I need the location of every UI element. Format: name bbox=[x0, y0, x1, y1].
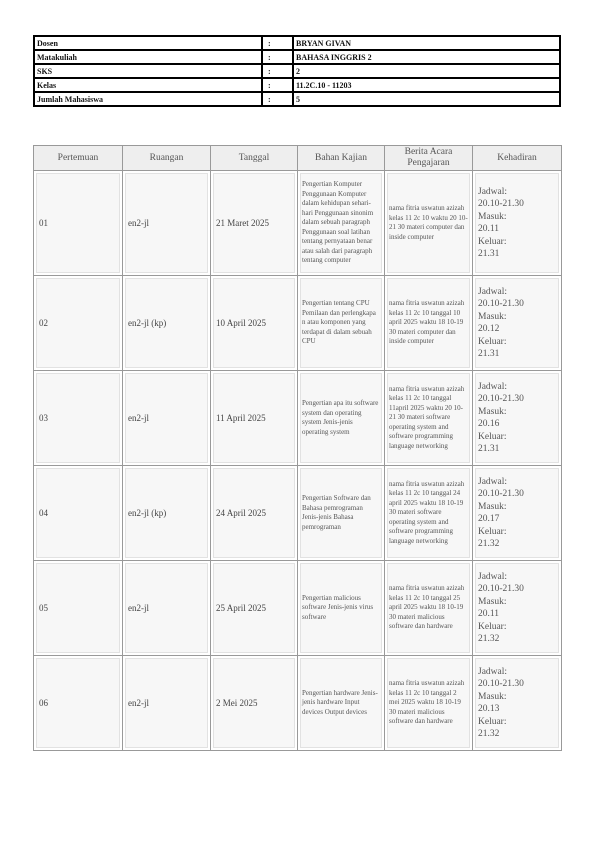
ruangan-text: en2-jl bbox=[128, 603, 149, 613]
bahan-kajian bbox=[300, 468, 382, 558]
ruangan-cell bbox=[123, 371, 211, 466]
ruangan-text: en2-jl bbox=[128, 218, 149, 228]
berita-acara bbox=[387, 563, 470, 653]
kehadiran bbox=[475, 373, 559, 463]
kehadiran-text: Jadwal: bbox=[478, 286, 508, 297]
col-header-bahan-kajian: Bahan Kajian bbox=[298, 146, 385, 171]
kehadiran-text: Masuk: bbox=[478, 211, 507, 222]
ruangan bbox=[125, 173, 208, 273]
kehadiran-text: Masuk: bbox=[478, 691, 507, 702]
ruangan bbox=[125, 563, 208, 653]
tanggal-cell bbox=[211, 561, 298, 656]
bahan-kajian-cell bbox=[298, 276, 385, 371]
kehadiran-cell bbox=[473, 466, 562, 561]
tanggal bbox=[213, 468, 295, 558]
kehadiran-cell bbox=[473, 371, 562, 466]
kehadiran bbox=[475, 278, 559, 368]
bahan-kajian-text: Pengertian hardware Jenis-jenis hardware Input devices Output devices bbox=[302, 688, 378, 716]
kehadiran-text: Masuk: bbox=[478, 596, 507, 607]
info-label: Jumlah Mahasiswa bbox=[34, 92, 262, 106]
berita-acara-text: nama fitria uswatun azizah kelas 11 2c 10 tanggal 24 april 2025 waktu 18 10-19 30 materi software operating system and software programming language networking bbox=[389, 479, 465, 545]
tanggal-text: 21 Maret 2025 bbox=[216, 218, 269, 228]
kehadiran-text: 21.32 bbox=[478, 634, 500, 644]
ruangan-text: en2-jl bbox=[128, 413, 149, 423]
berita-acara-cell bbox=[385, 466, 473, 561]
pertemuan bbox=[36, 278, 120, 368]
tanggal-cell bbox=[211, 371, 298, 466]
tanggal-cell bbox=[211, 656, 298, 751]
kehadiran-text: Masuk: bbox=[478, 311, 507, 322]
kehadiran-text: 20.10-21.30 bbox=[478, 299, 524, 309]
kehadiran-text: 20.13 bbox=[478, 704, 500, 714]
berita-acara-cell bbox=[385, 561, 473, 656]
info-value: BRYAN GIVAN bbox=[293, 36, 560, 50]
info-label: SKS bbox=[34, 64, 262, 78]
info-label: Matakuliah bbox=[34, 50, 262, 64]
pertemuan-cell bbox=[34, 656, 123, 751]
ruangan-text: en2-jl bbox=[128, 698, 149, 708]
info-row bbox=[34, 78, 560, 92]
kehadiran-cell bbox=[473, 171, 562, 276]
table-row bbox=[34, 561, 562, 656]
berita-acara bbox=[387, 658, 470, 748]
pertemuan bbox=[36, 468, 120, 558]
bahan-kajian-cell bbox=[298, 466, 385, 561]
pertemuan-text: 04 bbox=[39, 508, 48, 518]
col-header-kehadiran: Kehadiran bbox=[473, 146, 562, 171]
table-row bbox=[34, 276, 562, 371]
tanggal bbox=[213, 278, 295, 368]
kehadiran-text: Keluar: bbox=[478, 621, 507, 632]
bahan-kajian bbox=[300, 173, 382, 273]
berita-acara bbox=[387, 468, 470, 558]
kehadiran-text: 21.31 bbox=[478, 249, 500, 259]
bahan-kajian-cell bbox=[298, 371, 385, 466]
kehadiran-cell bbox=[473, 276, 562, 371]
tanggal bbox=[213, 373, 295, 463]
pertemuan bbox=[36, 173, 120, 273]
kehadiran-cell bbox=[473, 656, 562, 751]
col-header-tanggal: Tanggal bbox=[211, 146, 298, 171]
ruangan bbox=[125, 468, 208, 558]
bahan-kajian-text: Pengertian Komputer Penggunaan Komputer dalam kehidupan sehari-hari Penggunaan sinonim dalam sebuah paragraph Penggunaan soal latihan tentang pernyataan benar atau salah dari paragraph tentang computer bbox=[302, 180, 374, 265]
ruangan-cell bbox=[123, 561, 211, 656]
kehadiran-text: 21.32 bbox=[478, 539, 500, 549]
info-value: BAHASA INGGRIS 2 bbox=[293, 50, 560, 64]
col-header-pertemuan: Pertemuan bbox=[34, 146, 123, 171]
berita-acara-text: nama fitria uswatun azizah kelas 11 2c 10 waktu 20 10-21 30 materi computer dan inside computer bbox=[389, 204, 468, 241]
tanggal bbox=[213, 658, 295, 748]
kehadiran bbox=[475, 173, 559, 273]
pertemuan-cell bbox=[34, 171, 123, 276]
kehadiran-text: Keluar: bbox=[478, 431, 507, 442]
ruangan-text: en2-jl (kp) bbox=[128, 318, 167, 328]
kehadiran-text: 20.10-21.30 bbox=[478, 489, 524, 499]
kehadiran-text: Jadwal: bbox=[478, 666, 508, 677]
kehadiran-text: Keluar: bbox=[478, 236, 507, 247]
kehadiran-text: 20.10-21.30 bbox=[478, 584, 524, 594]
info-separator: : bbox=[262, 50, 293, 64]
bahan-kajian-text: Pengertian tentang CPU Pemilaan dan perlengkapa n atau komponen yang terdapat di dalam sebuah CPU bbox=[302, 299, 376, 346]
tanggal bbox=[213, 563, 295, 653]
kehadiran-text: 20.17 bbox=[478, 514, 500, 524]
kehadiran-text: 20.10-21.30 bbox=[478, 199, 524, 209]
kehadiran bbox=[475, 468, 559, 558]
col-header-berita-acara: Berita Acara Pengajaran bbox=[385, 146, 473, 171]
kehadiran-text: 20.10-21.30 bbox=[478, 394, 524, 404]
kehadiran-text: Keluar: bbox=[478, 526, 507, 537]
course-info-table bbox=[33, 35, 561, 107]
berita-acara bbox=[387, 373, 470, 463]
info-separator: : bbox=[262, 64, 293, 78]
info-separator: : bbox=[262, 78, 293, 92]
kehadiran-text: Masuk: bbox=[478, 501, 507, 512]
ruangan-cell bbox=[123, 171, 211, 276]
tanggal bbox=[213, 173, 295, 273]
pertemuan-cell bbox=[34, 276, 123, 371]
kehadiran-text: Jadwal: bbox=[478, 476, 508, 487]
berita-acara-cell bbox=[385, 276, 473, 371]
berita-acara-text: nama fitria uswatun azizah kelas 11 2c 10 tanggal 25 april 2025 waktu 18 10-19 30 materi malicious software dan hardware bbox=[389, 584, 465, 631]
kehadiran-text: Jadwal: bbox=[478, 381, 508, 392]
pertemuan-cell bbox=[34, 466, 123, 561]
pertemuan-cell bbox=[34, 561, 123, 656]
attendance-table bbox=[33, 145, 562, 751]
kehadiran-text: 21.32 bbox=[478, 729, 500, 739]
kehadiran-text: Keluar: bbox=[478, 336, 507, 347]
info-row bbox=[34, 64, 560, 78]
pertemuan bbox=[36, 373, 120, 463]
kehadiran-cell bbox=[473, 561, 562, 656]
bahan-kajian bbox=[300, 373, 382, 463]
berita-acara bbox=[387, 173, 470, 273]
tanggal-cell bbox=[211, 466, 298, 561]
berita-acara-cell bbox=[385, 171, 473, 276]
berita-acara bbox=[387, 278, 470, 368]
tanggal-text: 24 April 2025 bbox=[216, 508, 267, 518]
col-header-ruangan: Ruangan bbox=[123, 146, 211, 171]
bahan-kajian-text: Pengertian Software dan Bahasa pemrograman Jenis-jenis Bahasa pemrograman bbox=[302, 494, 371, 531]
kehadiran-text: 20.10-21.30 bbox=[478, 679, 524, 689]
bahan-kajian bbox=[300, 278, 382, 368]
tanggal-cell bbox=[211, 276, 298, 371]
info-separator: : bbox=[262, 36, 293, 50]
ruangan bbox=[125, 658, 208, 748]
table-row bbox=[34, 656, 562, 751]
ruangan-cell bbox=[123, 276, 211, 371]
tanggal-text: 11 April 2025 bbox=[216, 413, 266, 423]
kehadiran bbox=[475, 563, 559, 653]
info-label: Dosen bbox=[34, 36, 262, 50]
berita-acara-cell bbox=[385, 656, 473, 751]
tanggal-text: 2 Mei 2025 bbox=[216, 698, 258, 708]
info-label: Kelas bbox=[34, 78, 262, 92]
info-separator: : bbox=[262, 92, 293, 106]
bahan-kajian-text: Pengertian malicious software Jenis-jenis virus software bbox=[302, 593, 374, 621]
tanggal-text: 10 April 2025 bbox=[216, 318, 267, 328]
kehadiran bbox=[475, 658, 559, 748]
bahan-kajian bbox=[300, 658, 382, 748]
pertemuan-text: 02 bbox=[39, 318, 48, 328]
ruangan-text: en2-jl (kp) bbox=[128, 508, 167, 518]
pertemuan bbox=[36, 658, 120, 748]
kehadiran-text: 21.31 bbox=[478, 444, 500, 454]
ruangan-cell bbox=[123, 656, 211, 751]
kehadiran-text: 20.11 bbox=[478, 609, 500, 619]
bahan-kajian-text: Pengertian apa itu software system dan operating system Jenis-jenis operating system bbox=[302, 399, 379, 436]
table-row bbox=[34, 466, 562, 561]
tanggal-text: 25 April 2025 bbox=[216, 603, 267, 613]
info-row bbox=[34, 36, 560, 50]
kehadiran-text: 20.11 bbox=[478, 224, 500, 234]
info-value: 5 bbox=[293, 92, 560, 106]
table-row bbox=[34, 171, 562, 276]
berita-acara-text: nama fitria uswatun azizah kelas 11 2c 10 tanggal 11april 2025 waktu 20 10-21 30 materi software operating system and software programming language networking bbox=[389, 384, 465, 450]
kehadiran-text: 20.16 bbox=[478, 419, 500, 429]
info-value: 11.2C.10 - 11203 bbox=[293, 78, 560, 92]
bahan-kajian-cell bbox=[298, 656, 385, 751]
ruangan-cell bbox=[123, 466, 211, 561]
pertemuan-text: 03 bbox=[39, 413, 48, 423]
kehadiran-text: Keluar: bbox=[478, 716, 507, 727]
bahan-kajian bbox=[300, 563, 382, 653]
kehadiran-text: 21.31 bbox=[478, 349, 500, 359]
bahan-kajian-cell bbox=[298, 171, 385, 276]
info-row bbox=[34, 50, 560, 64]
ruangan bbox=[125, 278, 208, 368]
table-header-row bbox=[34, 146, 562, 171]
pertemuan bbox=[36, 563, 120, 653]
info-row bbox=[34, 92, 560, 106]
kehadiran-text: Masuk: bbox=[478, 406, 507, 417]
berita-acara-text: nama fitria uswatun azizah kelas 11 2c 10 tanggal 2 mei 2025 waktu 18 10-19 30 materi malicious software dan hardware bbox=[389, 679, 465, 726]
bahan-kajian-cell bbox=[298, 561, 385, 656]
tanggal-cell bbox=[211, 171, 298, 276]
info-value: 2 bbox=[293, 64, 560, 78]
kehadiran-text: 20.12 bbox=[478, 324, 500, 334]
table-row bbox=[34, 371, 562, 466]
ruangan bbox=[125, 373, 208, 463]
pertemuan-text: 06 bbox=[39, 698, 48, 708]
pertemuan-text: 05 bbox=[39, 603, 48, 613]
kehadiran-text: Jadwal: bbox=[478, 571, 508, 582]
pertemuan-cell bbox=[34, 371, 123, 466]
berita-acara-text: nama fitria uswatun azizah kelas 11 2c 10 tanggal 10 april 2025 waktu 18 10-19 30 materi computer dan inside computer bbox=[389, 299, 465, 346]
kehadiran-text: Jadwal: bbox=[478, 186, 508, 197]
berita-acara-cell bbox=[385, 371, 473, 466]
pertemuan-text: 01 bbox=[39, 218, 48, 228]
